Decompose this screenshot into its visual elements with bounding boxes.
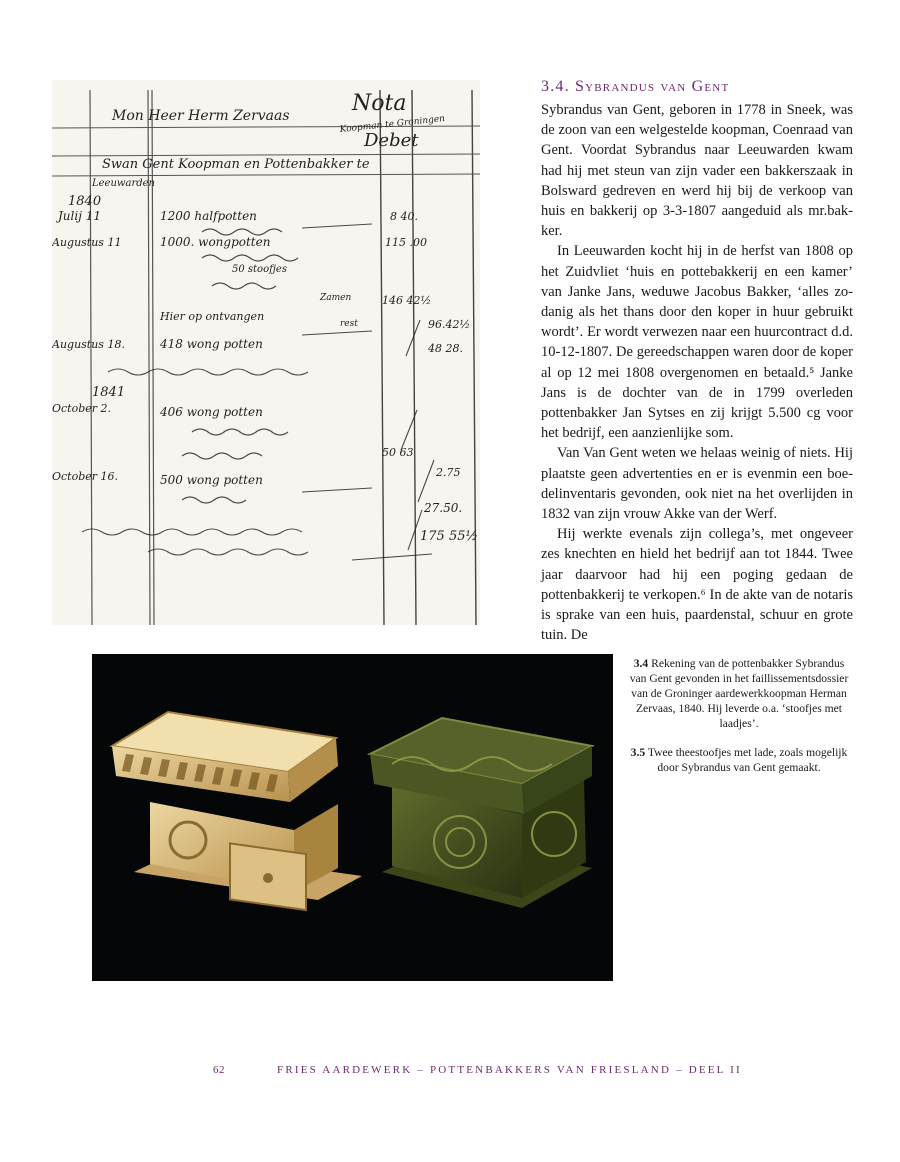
ms-line: rest xyxy=(340,319,358,329)
caption-number: 3.4 xyxy=(633,657,649,670)
ms-line: Nota xyxy=(352,91,407,116)
ms-line: Mon Heer Herm Zervaas xyxy=(112,108,290,124)
ms-line: Augustus 18. xyxy=(52,338,125,351)
article-column xyxy=(541,76,853,645)
body-paragraph: In Leeuwarden kocht hij in de herfst van 1808 op het Zuidvliet ‘huis en pottebakkerij en een kamer’ van Janke Jans, weduwe Jacobus Bakker, ‘alles zodanig als het thans door den koper in huur gebruikt wordt’. Er wordt verwezen naar een huurcontract d.d. 10-12-1807. De gereedschappen waren door de koper al op 12 mei 1808 overgenomen en betaald.⁵ Janke Jans is de dochter van de in 1799 overleden pottenbakker Jan Sytses en zij krijgt 5.500 cg voor het bedrijf, een aanzienlijke som. xyxy=(541,243,853,442)
body-paragraph: Sybrandus van Gent, geboren in 1778 in Sneek, was de zoon van een welgestelde koopman, Coenraad van Gent. Voordat Sybrandus naar Leeuwarden kwam had hij met steun van zijn vader een bakkerszaak in Bolsward gedreven en werd hij bij de verkoop van huis en bakkerij op 3-3-1807 aangeduid als mr.bakker. xyxy=(541,102,853,240)
ms-line: Leeuwarden xyxy=(92,178,155,189)
ms-line: 48 28. xyxy=(428,342,463,355)
ms-line: 146 42½ xyxy=(382,294,432,307)
photo-svg xyxy=(92,654,613,981)
ms-line: Swan Gent Koopman en Pottenbakker te xyxy=(102,157,370,172)
ms-line: 175 55½ xyxy=(420,529,479,544)
caption-text: Rekening van de pottenbakker Sybrandus van Gent gevonden in het faillissementsdossier van de Groninger aardewerkkoopman Herman Zervaas, 1840. Hij leverde o.a. ‘stoofjes met laadjes’. xyxy=(629,657,849,730)
captions xyxy=(628,656,850,789)
caption-number: 3.5 xyxy=(630,746,646,759)
caption-text: Twee theestoofjes met lade, zoals mogelijk door Sybrandus van Gent gemaakt. xyxy=(647,746,848,774)
ms-line: October 2. xyxy=(52,402,112,415)
ms-line: 1841 xyxy=(92,385,126,400)
ms-line: 8 40. xyxy=(390,210,418,223)
ms-line: Hier op ontvangen xyxy=(160,310,265,323)
running-title: FRIES AARDEWERK – POTTENBAKKERS VAN FRIESLAND – DEEL II xyxy=(277,1064,742,1076)
manuscript-svg xyxy=(52,80,480,625)
ms-line: 27.50. xyxy=(424,501,463,515)
ms-line: Debet xyxy=(364,130,419,151)
body-paragraph: Van Van Gent weten we helaas weinig of niets. Hij plaatste geen advertenties en er is evenmin een boedelinventaris gevonden, ook niet na het overlijden in 1832 van zijn vrouw Akke van der Werf. xyxy=(541,445,853,523)
ms-line: 50 stoofjes xyxy=(232,264,287,275)
ms-line: 50 63 xyxy=(382,446,414,459)
ms-line: 1200 halfpotten xyxy=(160,209,257,223)
ms-line: October 16. xyxy=(52,470,119,483)
ms-line: 1000. wongpotten xyxy=(160,235,271,249)
ms-line: Augustus 11 xyxy=(52,236,122,249)
section-heading: 3.4. Sybrandus van Gent xyxy=(541,78,730,95)
ms-line: 500 wong potten xyxy=(160,473,263,487)
page-footer xyxy=(0,1064,900,1082)
ms-line: 115 .00 xyxy=(385,236,427,249)
caption-3-4 xyxy=(628,656,850,731)
ms-line: Zamen xyxy=(320,293,352,303)
ms-line: 1840 xyxy=(68,194,102,209)
body-paragraph: Hij werkte evenals zijn collega’s, met ongeveer zes knechten en hield het bedrijf aan tot 1844. Twee jaar daarvoor had hij een poging gedaan de pottenbakkerij te verkopen.⁶ In de akte van de notaris is sprake van een huis, paardenstal, schuur en grote tuin. De xyxy=(541,526,853,644)
manuscript-image xyxy=(52,80,480,625)
ms-line: 2.75 xyxy=(436,466,461,479)
ms-line: 406 wong potten xyxy=(160,405,263,419)
page-number: 62 xyxy=(213,1064,225,1076)
ms-line: 96.42½ xyxy=(428,318,471,331)
ms-line: Julij 11 xyxy=(58,209,102,223)
ms-line: 418 wong potten xyxy=(160,337,263,351)
ms-line: Koopman te Groningen xyxy=(339,113,446,135)
tea-stoves-photo xyxy=(92,654,613,981)
caption-3-5 xyxy=(628,745,850,775)
